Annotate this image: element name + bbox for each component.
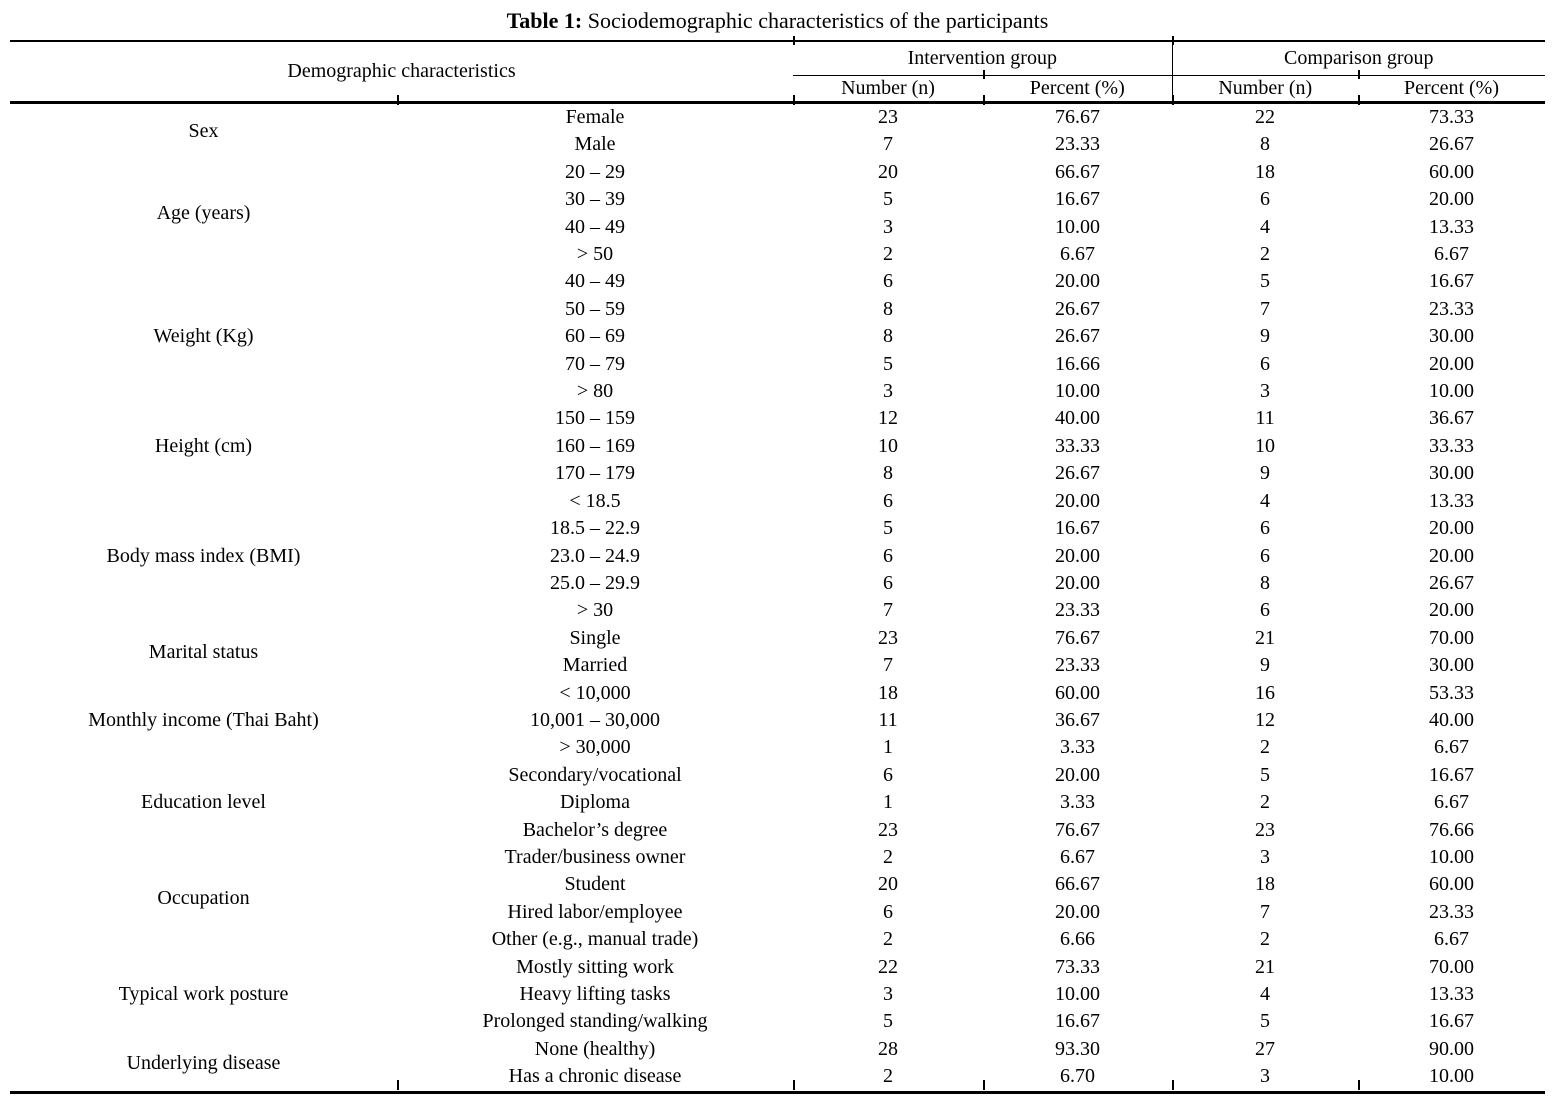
- subcategory-cell: Trader/business owner: [504, 845, 686, 868]
- comparison-percent-cell: 20.00: [1429, 544, 1475, 567]
- table-row: [10, 954, 1545, 981]
- comparison-number-cell: 3: [1260, 380, 1271, 403]
- column-tick: [1172, 95, 1174, 105]
- comparison-number-cell: 9: [1260, 325, 1271, 348]
- comparison-percent-cell: 10.00: [1429, 380, 1475, 403]
- subcategory-cell: 18.5 – 22.9: [550, 517, 640, 540]
- subcategory-cell: Mostly sitting work: [516, 955, 674, 978]
- table-row: [10, 405, 1545, 432]
- subcategory-cell: None (healthy): [534, 1037, 656, 1060]
- intervention-percent-cell: 10.00: [1055, 380, 1101, 403]
- comparison-percent-cell: 30.00: [1429, 654, 1475, 677]
- intervention-percent-cell: 66.67: [1055, 160, 1101, 183]
- subcategory-cell: Bachelor’s degree: [522, 818, 668, 841]
- category-cell: Sex: [188, 119, 219, 142]
- comparison-number-cell: 6: [1260, 352, 1271, 375]
- demographic-characteristics-header: Demographic characteristics: [10, 41, 793, 103]
- intervention-percent-cell: 20.00: [1055, 900, 1101, 923]
- table-title: [10, 6, 1545, 36]
- intervention-percent-cell: 20.00: [1055, 544, 1101, 567]
- table-row: [10, 103, 1545, 132]
- comparison-number-cell: 4: [1260, 489, 1271, 512]
- subcategory-cell: Secondary/vocational: [508, 763, 682, 786]
- comparison-number-cell: 4: [1260, 215, 1271, 238]
- subcategory-cell: Diploma: [560, 791, 630, 814]
- intervention-number-cell: 23: [878, 626, 899, 649]
- intervention-percent-cell: 3.33: [1060, 736, 1096, 759]
- subcategory-cell: Student: [564, 873, 626, 896]
- comparison-number-cell: 5: [1260, 763, 1271, 786]
- category-cell: Underlying disease: [126, 1051, 281, 1074]
- intervention-number-cell: 3: [883, 983, 894, 1005]
- intervention-number-cell: 2: [883, 1065, 894, 1088]
- comparison-number-cell: 3: [1260, 845, 1271, 868]
- subcategory-cell: 10,001 – 30,000: [530, 708, 660, 731]
- intervention-percent-cell: 33.33: [1055, 434, 1101, 457]
- table-row: [10, 762, 1545, 789]
- intervention-number-cell: 8: [883, 325, 894, 348]
- intervention-number-cell: 6: [883, 763, 894, 786]
- subcategory-cell: 50 – 59: [565, 297, 625, 320]
- intervention-number-cell: 6: [883, 270, 894, 293]
- subcategory-cell: Married: [562, 654, 628, 677]
- intervention-number-cell: 5: [883, 1010, 894, 1033]
- subcategory-cell: Prolonged standing/walking: [482, 1010, 708, 1033]
- intervention-percent-cell: 76.67: [1055, 818, 1101, 841]
- comparison-percent-cell: 6.67: [1434, 928, 1470, 951]
- subcategory-cell: 23.0 – 24.9: [550, 544, 640, 567]
- subcategory-cell: > 30: [576, 599, 614, 622]
- intervention-number-cell: 1: [883, 736, 894, 759]
- comparison-percent-cell: 53.33: [1429, 681, 1475, 704]
- comparison-percent-cell: 13.33: [1429, 215, 1475, 238]
- intervention-number-cell: 12: [878, 407, 899, 430]
- comparison-number-cell: 18: [1255, 160, 1276, 183]
- intervention-number-header: Number (n): [793, 76, 983, 103]
- intervention-number-cell: 23: [878, 106, 899, 128]
- intervention-percent-cell: 73.33: [1055, 955, 1101, 978]
- intervention-percent-cell: 6.70: [1060, 1065, 1096, 1088]
- intervention-group-header: Intervention group: [793, 41, 1172, 76]
- comparison-percent-cell: 73.33: [1429, 106, 1475, 128]
- subcategory-cell: Male: [574, 133, 616, 156]
- category-cell: Age (years): [156, 202, 251, 225]
- intervention-percent-cell: 6.66: [1060, 928, 1096, 951]
- comparison-percent-cell: 70.00: [1429, 626, 1475, 649]
- column-tick: [397, 1080, 399, 1090]
- intervention-percent-cell: 76.67: [1055, 106, 1101, 128]
- comparison-percent-cell: 70.00: [1429, 955, 1475, 978]
- intervention-percent-cell: 16.67: [1055, 517, 1101, 540]
- intervention-percent-cell: 3.33: [1060, 791, 1096, 814]
- table-row: [10, 625, 1545, 652]
- column-tick: [1172, 1080, 1174, 1090]
- comparison-percent-cell: 30.00: [1429, 325, 1475, 348]
- intervention-percent-cell: 16.67: [1055, 1010, 1101, 1033]
- comparison-number-cell: 2: [1260, 736, 1271, 759]
- intervention-number-cell: 5: [883, 517, 894, 540]
- subcategory-cell: Hired labor/employee: [507, 900, 683, 923]
- table-row: [10, 1036, 1545, 1063]
- intervention-percent-cell: 20.00: [1055, 571, 1101, 594]
- subcategory-cell: 170 – 179: [555, 462, 635, 485]
- group-header-row: [10, 41, 1545, 76]
- comparison-number-cell: 2: [1260, 928, 1271, 951]
- intervention-number-cell: 3: [883, 215, 894, 238]
- comparison-number-cell: 10: [1255, 434, 1276, 457]
- intervention-number-cell: 6: [883, 900, 894, 923]
- subcategory-cell: 60 – 69: [565, 325, 625, 348]
- comparison-percent-cell: 23.33: [1429, 297, 1475, 320]
- column-tick: [793, 1080, 795, 1090]
- intervention-number-cell: 6: [883, 571, 894, 594]
- comparison-percent-cell: 40.00: [1429, 708, 1475, 731]
- subcategory-cell: > 30,000: [559, 736, 631, 759]
- comparison-number-cell: 11: [1255, 407, 1275, 430]
- subcategory-cell: < 10,000: [559, 681, 631, 704]
- comparison-number-cell: 22: [1255, 106, 1276, 128]
- subcategory-cell: 160 – 169: [555, 434, 635, 457]
- intervention-percent-cell: 6.67: [1060, 845, 1096, 868]
- intervention-percent-cell: 76.67: [1055, 626, 1101, 649]
- intervention-number-cell: 20: [878, 873, 899, 896]
- comparison-percent-cell: 16.67: [1429, 270, 1475, 293]
- intervention-percent-cell: 6.67: [1060, 243, 1096, 266]
- comparison-percent-cell: 10.00: [1429, 1065, 1475, 1088]
- category-cell: Monthly income (Thai Baht): [88, 709, 319, 732]
- comparison-number-cell: 3: [1260, 1065, 1271, 1088]
- subcategory-cell: 20 – 29: [565, 160, 625, 183]
- subcategory-cell: 40 – 49: [565, 215, 625, 238]
- intervention-percent-cell: 36.67: [1055, 708, 1101, 731]
- comparison-percent-cell: 26.67: [1429, 571, 1475, 594]
- comparison-percent-cell: 6.67: [1434, 791, 1470, 814]
- intervention-number-cell: 6: [883, 544, 894, 567]
- comparison-number-cell: 4: [1260, 983, 1271, 1005]
- intervention-number-cell: 8: [883, 462, 894, 485]
- intervention-number-cell: 6: [883, 489, 894, 512]
- intervention-number-cell: 28: [878, 1037, 899, 1060]
- comparison-number-cell: 9: [1260, 462, 1271, 485]
- table-row: [10, 268, 1545, 295]
- intervention-percent-cell: 10.00: [1055, 983, 1101, 1005]
- comparison-percent-cell: 16.67: [1429, 763, 1475, 786]
- subcategory-cell: > 80: [576, 380, 614, 403]
- comparison-percent-cell: 13.33: [1429, 489, 1475, 512]
- column-tick: [983, 70, 985, 79]
- category-cell: Marital status: [148, 640, 259, 663]
- comparison-percent-cell: 23.33: [1429, 900, 1475, 923]
- comparison-number-cell: 7: [1260, 297, 1271, 320]
- intervention-percent-cell: 23.33: [1055, 133, 1101, 156]
- comparison-number-header: Number (n): [1172, 76, 1358, 103]
- table-row: [10, 680, 1545, 707]
- table-container: [10, 40, 1545, 1094]
- comparison-number-cell: 5: [1260, 270, 1271, 293]
- comparison-number-cell: 5: [1260, 1010, 1271, 1033]
- intervention-number-cell: 5: [883, 352, 894, 375]
- intervention-number-cell: 11: [878, 708, 898, 731]
- intervention-percent-cell: 26.67: [1055, 325, 1101, 348]
- subcategory-cell: > 50: [576, 243, 614, 266]
- comparison-percent-cell: 16.67: [1429, 1010, 1475, 1033]
- intervention-percent-cell: 16.66: [1055, 352, 1101, 375]
- comparison-number-cell: 27: [1255, 1037, 1276, 1060]
- intervention-number-cell: 20: [878, 160, 899, 183]
- comparison-number-cell: 21: [1255, 626, 1276, 649]
- comparison-percent-cell: 33.33: [1429, 434, 1475, 457]
- intervention-percent-cell: 10.00: [1055, 215, 1101, 238]
- subcategory-cell: Has a chronic disease: [508, 1065, 682, 1088]
- category-cell: Height (cm): [154, 435, 253, 458]
- subcategory-cell: 40 – 49: [565, 270, 625, 293]
- comparison-group-header: Comparison group: [1172, 41, 1545, 76]
- comparison-number-cell: 16: [1255, 681, 1276, 704]
- column-tick: [1358, 1080, 1360, 1090]
- comparison-percent-cell: 76.66: [1429, 818, 1475, 841]
- intervention-percent-cell: 26.67: [1055, 462, 1101, 485]
- comparison-percent-cell: 60.00: [1429, 873, 1475, 896]
- column-tick: [1172, 36, 1174, 45]
- comparison-percent-cell: 20.00: [1429, 352, 1475, 375]
- intervention-number-cell: 7: [883, 599, 894, 622]
- category-cell: Body mass index (BMI): [106, 544, 301, 567]
- comparison-number-cell: 8: [1260, 571, 1271, 594]
- comparison-number-cell: 6: [1260, 544, 1271, 567]
- subcategory-cell: Other (e.g., manual trade): [491, 928, 699, 951]
- comparison-number-cell: 6: [1260, 599, 1271, 622]
- subcategory-cell: Female: [565, 106, 625, 128]
- intervention-percent-cell: 40.00: [1055, 407, 1101, 430]
- table-body: [10, 103, 1545, 1093]
- table-row: [10, 159, 1545, 186]
- intervention-number-cell: 10: [878, 434, 899, 457]
- comparison-percent-cell: 26.67: [1429, 133, 1475, 156]
- column-tick: [983, 1080, 985, 1090]
- intervention-number-cell: 5: [883, 188, 894, 211]
- comparison-percent-cell: 6.67: [1434, 736, 1470, 759]
- column-tick: [793, 95, 795, 105]
- table-row: [10, 488, 1545, 515]
- intervention-percent-cell: 26.67: [1055, 297, 1101, 320]
- comparison-number-cell: 12: [1255, 708, 1276, 731]
- category-cell: Typical work posture: [118, 983, 289, 1006]
- subcategory-cell: 70 – 79: [565, 352, 625, 375]
- subcategory-cell: 150 – 159: [555, 407, 635, 430]
- intervention-percent-cell: 20.00: [1055, 270, 1101, 293]
- comparison-number-cell: 2: [1260, 243, 1271, 266]
- comparison-percent-cell: 60.00: [1429, 160, 1475, 183]
- comparison-number-cell: 18: [1255, 873, 1276, 896]
- intervention-percent-cell: 20.00: [1055, 763, 1101, 786]
- intervention-number-cell: 7: [883, 654, 894, 677]
- comparison-number-cell: 6: [1260, 517, 1271, 540]
- intervention-number-cell: 2: [883, 845, 894, 868]
- comparison-number-cell: 2: [1260, 791, 1271, 814]
- intervention-number-cell: 3: [883, 380, 894, 403]
- subcategory-cell: Single: [569, 626, 621, 649]
- comparison-number-cell: 9: [1260, 654, 1271, 677]
- comparison-percent-cell: 6.67: [1434, 243, 1470, 266]
- table-title-text: Sociodemographic characteristics of the participants: [582, 8, 1049, 33]
- sociodemographic-table: [10, 40, 1545, 1094]
- intervention-number-cell: 18: [878, 681, 899, 704]
- intervention-number-cell: 1: [883, 791, 894, 814]
- comparison-percent-cell: 20.00: [1429, 517, 1475, 540]
- table-header: [10, 41, 1545, 103]
- subcategory-cell: 30 – 39: [565, 188, 625, 211]
- subcategory-cell: Heavy lifting tasks: [519, 983, 671, 1005]
- category-cell: Occupation: [157, 887, 250, 910]
- intervention-percent-header: Percent (%): [983, 76, 1172, 103]
- intervention-number-cell: 2: [883, 928, 894, 951]
- intervention-number-cell: 7: [883, 133, 894, 156]
- subcategory-cell: 25.0 – 29.9: [550, 571, 640, 594]
- comparison-percent-cell: 20.00: [1429, 599, 1475, 622]
- intervention-percent-cell: 16.67: [1055, 188, 1101, 211]
- comparison-percent-cell: 90.00: [1429, 1037, 1475, 1060]
- category-cell: Education level: [141, 791, 266, 814]
- comparison-percent-cell: 10.00: [1429, 845, 1475, 868]
- column-tick: [1358, 70, 1360, 79]
- intervention-percent-cell: 23.33: [1055, 599, 1101, 622]
- intervention-percent-cell: 60.00: [1055, 681, 1101, 704]
- comparison-number-cell: 6: [1260, 188, 1271, 211]
- category-cell: Weight (Kg): [153, 325, 254, 348]
- intervention-percent-cell: 23.33: [1055, 654, 1101, 677]
- column-tick: [1358, 95, 1360, 105]
- intervention-percent-cell: 93.30: [1055, 1037, 1101, 1060]
- column-tick: [793, 36, 795, 45]
- intervention-number-cell: 23: [878, 818, 899, 841]
- comparison-number-cell: 8: [1260, 133, 1271, 156]
- column-tick: [983, 95, 985, 105]
- intervention-number-cell: 22: [878, 955, 899, 978]
- intervention-percent-cell: 20.00: [1055, 489, 1101, 512]
- table-number-label: Table 1:: [506, 8, 583, 33]
- comparison-percent-cell: 30.00: [1429, 462, 1475, 485]
- comparison-number-cell: 23: [1255, 818, 1276, 841]
- comparison-number-cell: 7: [1260, 900, 1271, 923]
- intervention-percent-cell: 66.67: [1055, 873, 1101, 896]
- column-tick: [397, 95, 399, 105]
- comparison-percent-cell: 13.33: [1429, 983, 1475, 1005]
- comparison-number-cell: 21: [1255, 955, 1276, 978]
- subcategory-cell: < 18.5: [569, 489, 621, 512]
- comparison-percent-cell: 36.67: [1429, 407, 1475, 430]
- comparison-percent-cell: 20.00: [1429, 188, 1475, 211]
- table-row: [10, 844, 1545, 871]
- intervention-number-cell: 2: [883, 243, 894, 266]
- comparison-percent-header: Percent (%): [1358, 76, 1545, 103]
- intervention-number-cell: 8: [883, 297, 894, 320]
